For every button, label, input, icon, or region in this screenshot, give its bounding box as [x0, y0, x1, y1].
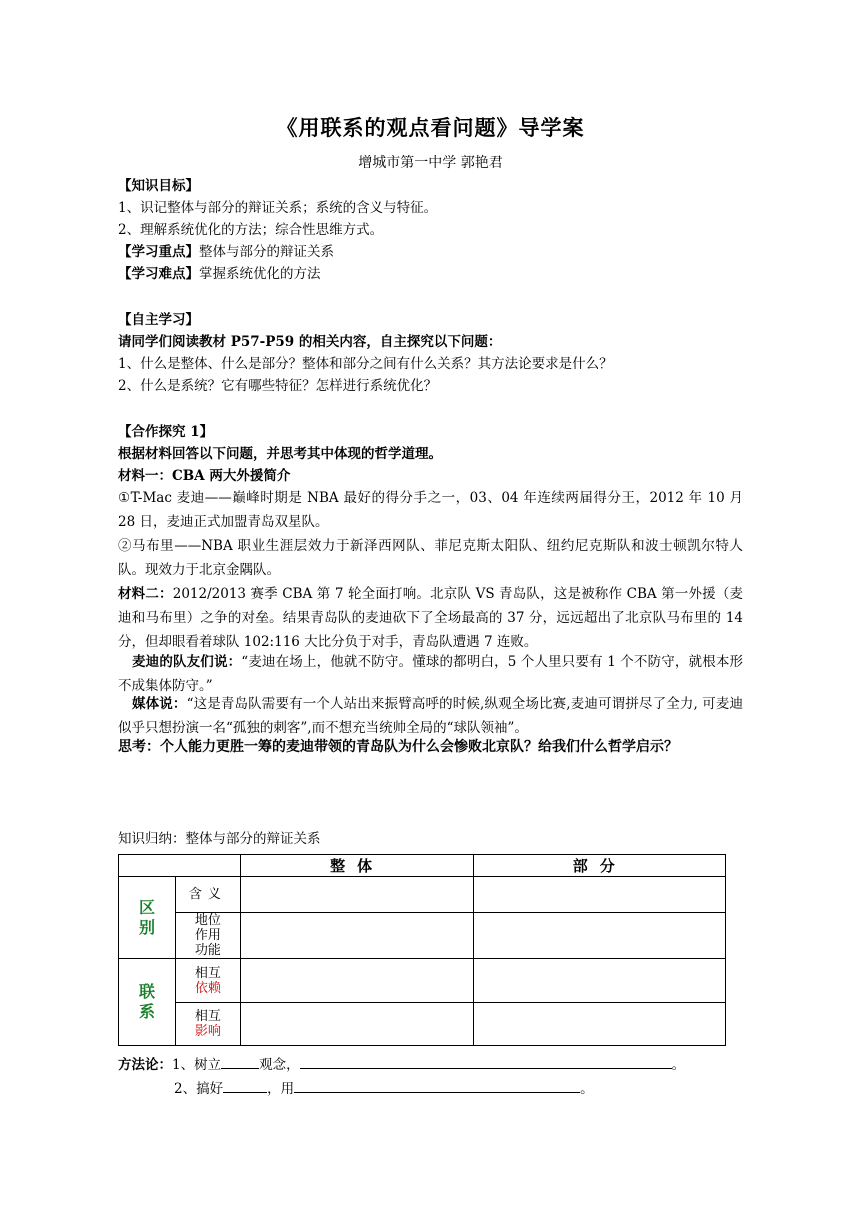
material-2-paragraph	[118, 582, 743, 654]
difficulty-line	[118, 263, 321, 285]
row-meaning-label: 含义	[175, 877, 240, 913]
header-part: 部分	[474, 855, 726, 877]
self-study-instruction: 请同学们阅读教材 P57-P59 的相关内容，自主探究以下问题：	[118, 334, 502, 350]
method-2-blank-b[interactable]	[294, 1078, 580, 1093]
media-label: 媒体说：	[132, 696, 187, 712]
material-2-text: 2012/2013 赛季 CBA 第 7 轮全面打响。北京队 VS 青岛队，这是被称作 CBA 第一外援（麦迪和马布里）之争的对垒。结果青岛队的麦迪砍下了全场最高的 37 分，远远超出了北京队马布里的 14 分，但却眼看着球队 102:116 大比分负于对手，青岛队遭遇 7 连败。	[118, 586, 744, 650]
page-title: 《用联系的观点看问题》导学案	[276, 115, 585, 140]
self-study-heading: 【自主学习】	[118, 312, 199, 328]
teammates-paragraph	[118, 650, 743, 698]
row-influence-line-1: 相互	[194, 1009, 221, 1024]
coop-heading: 【合作探究 1】	[118, 424, 214, 440]
method-1-blank-b[interactable]	[300, 1054, 672, 1069]
knowledge-goal-heading: 【知识目标】	[118, 178, 199, 194]
think-question: 思考：个人能力更胜一筹的麦迪带领的青岛队为什么会惨败北京队？给我们什么哲学启示？	[118, 739, 678, 755]
method-2-middle: ，用	[267, 1081, 295, 1097]
method-2-end: 。	[580, 1081, 594, 1097]
teammates-label: 麦迪的队友们说：	[132, 654, 242, 670]
method-2-prefix: 2、搞好	[174, 1081, 224, 1097]
media-text: “这是青岛队需要有一个人站出来振臂高呼的时候,纵观全场比赛,麦迪可谓拼尽了全力, 可麦迪似乎只想扮演一名“孤独的刺客”,而不想充当统帅全局的“球队领袖”。	[118, 696, 743, 736]
key-point-text: 整体与部分的辩证关系	[199, 244, 334, 260]
row-dependence-line-1: 相互	[194, 965, 221, 981]
cell-part-dependence[interactable]	[474, 959, 726, 1003]
method-1-end: 。	[671, 1057, 686, 1073]
row-role-line-3: 功能	[194, 943, 221, 958]
material-1-paragraph-2: ②马布里——NBA 职业生涯层效力于新泽西网队、菲尼克斯太阳队、纽约尼克斯队和波士顿凯尔特人队。现效力于北京金隅队。	[118, 538, 743, 578]
category-connection	[119, 959, 176, 1046]
category-difference	[119, 877, 176, 959]
difficulty-label: 【学习难点】	[118, 266, 199, 282]
cell-whole-dependence[interactable]	[240, 959, 474, 1003]
summary-label: 知识归纳：整体与部分的辩证关系	[118, 831, 321, 847]
goal-item-2: 2、理解系统优化的方法；综合性思维方式。	[118, 222, 384, 238]
row-role-label	[175, 913, 240, 959]
cell-whole-role[interactable]	[240, 913, 474, 959]
row-influence-label	[175, 1003, 240, 1046]
row-dependence-label	[175, 959, 240, 1003]
difficulty-text: 掌握系统优化的方法	[199, 266, 321, 282]
category-difference-label: 区别	[138, 897, 155, 937]
method-1-suffix: 观念，	[259, 1057, 300, 1073]
row-influence-line-2: 影响	[194, 1024, 221, 1039]
row-role-line-1: 地位	[194, 913, 221, 928]
method-line-1	[118, 1054, 685, 1076]
cell-whole-meaning[interactable]	[240, 877, 474, 913]
method-2-blank-a[interactable]	[223, 1078, 267, 1093]
method-label: 方法论：	[118, 1057, 172, 1073]
table-corner-cell	[119, 855, 241, 877]
material-1-label: 材料一：CBA 两大外援简介	[118, 468, 291, 484]
material-1-paragraph-1: ①T-Mac 麦迪——巅峰时期是 NBA 最好的得分手之一，03、04 年连续两届得分王，2012 年 10 月 28 日，麦迪正式加盟青岛双星队。	[118, 490, 743, 530]
row-role-line-2: 作用	[194, 928, 221, 943]
author-line: 增城市第一中学 郭艳君	[358, 155, 503, 171]
goal-item-1: 1、识记整体与部分的辩证关系；系统的含义与特征。	[118, 200, 438, 216]
category-connection-label: 联系	[138, 982, 155, 1021]
method-1-prefix: 1、树立	[172, 1057, 222, 1073]
self-study-question-1: 1、什么是整体、什么是部分？整体和部分之间有什么关系？其方法论要求是什么？	[118, 356, 613, 372]
cell-whole-influence[interactable]	[240, 1003, 474, 1046]
summary-table	[118, 854, 726, 1046]
key-point-label: 【学习重点】	[118, 244, 199, 260]
material-2-label: 材料二：	[118, 586, 173, 602]
header-whole: 整体	[240, 855, 474, 877]
teammates-text: “麦迪在场上，他就不防守。懂球的都明白，5 个人里只要有 1 个不防守，就根本形不成集体防守。”	[118, 654, 744, 694]
method-1-blank-a[interactable]	[221, 1054, 259, 1069]
media-paragraph	[118, 692, 743, 740]
row-dependence-line-2: 依赖	[194, 980, 221, 996]
key-point-line	[118, 241, 334, 263]
coop-instruction: 根据材料回答以下问题，并思考其中体现的哲学道理。	[118, 446, 442, 462]
cell-part-meaning[interactable]	[474, 877, 726, 913]
cell-part-role[interactable]	[474, 913, 726, 959]
cell-part-influence[interactable]	[474, 1003, 726, 1046]
method-line-2	[174, 1078, 594, 1100]
self-study-question-2: 2、什么是系统？它有哪些特征？怎样进行系统优化？	[118, 378, 438, 394]
